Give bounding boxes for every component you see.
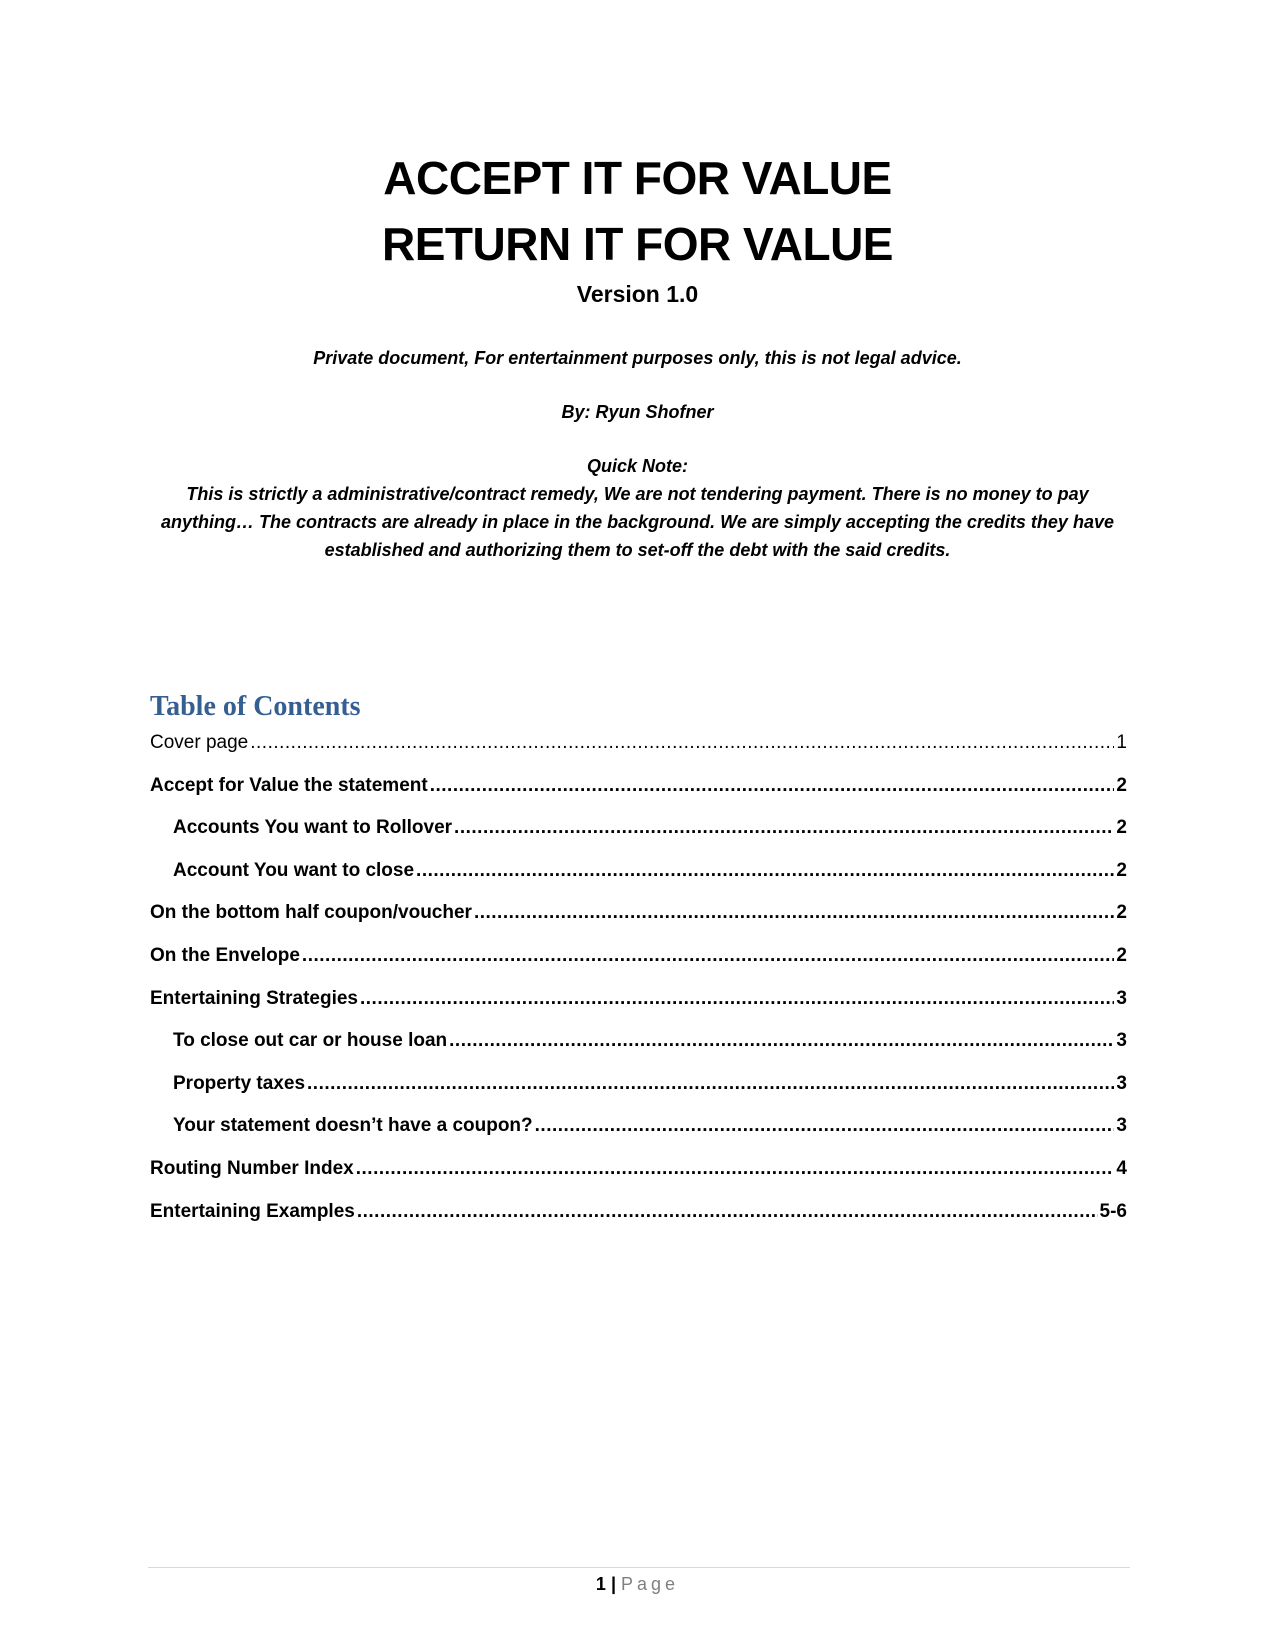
- toc-entry-label: Account You want to close: [173, 859, 415, 881]
- toc-entry-cover-page[interactable]: [150, 730, 1127, 773]
- toc-entry-accounts-rollover[interactable]: [150, 815, 1127, 858]
- toc-dot-leader: [416, 858, 1114, 884]
- toc-entry-page: 3: [1116, 1115, 1127, 1137]
- toc-entry-label: Property taxes: [173, 1072, 306, 1094]
- toc-entry-label: Your statement doesn’t have a coupon?: [173, 1115, 533, 1137]
- toc-entry-page: 2: [1116, 817, 1127, 839]
- toc-entry-page: 3: [1116, 1030, 1127, 1052]
- toc-dot-leader: [307, 1071, 1114, 1097]
- toc-entry-entertaining-strategies[interactable]: [150, 986, 1127, 1029]
- toc-entry-bottom-half-coupon[interactable]: [150, 900, 1127, 943]
- disclaimer: Private document, For entertainment purposes only, this is not legal advice.: [313, 348, 962, 368]
- table-of-contents: [150, 730, 1127, 1241]
- quick-note-heading: Quick Note:: [586, 456, 688, 476]
- toc-entry-page: 1: [1116, 732, 1127, 753]
- toc-dot-leader: [357, 1199, 1098, 1225]
- toc-entry-page: 2: [1116, 944, 1127, 966]
- toc-entry-account-close[interactable]: [150, 858, 1127, 901]
- toc-dot-leader: [302, 943, 1115, 969]
- toc-dot-leader: [250, 730, 1114, 756]
- footer-separator: |: [610, 1574, 616, 1594]
- document-version: Version 1.0: [576, 281, 699, 307]
- toc-entry-label: Entertaining Strategies: [150, 987, 358, 1009]
- document-title-line-1: ACCEPT IT FOR VALUE: [383, 152, 892, 204]
- quick-note-body: This is strictly a administrative/contract remedy, We are not tendering payment. There is no money to pay anything… The contracts are already in place in the background. We are simply accepting the credits they have established and authorizing them to set-off the debt with the said credits.: [161, 484, 1114, 560]
- toc-entry-label: Accounts You want to Rollover: [173, 817, 453, 839]
- toc-dot-leader: [454, 815, 1114, 841]
- toc-dot-leader: [449, 1028, 1114, 1054]
- toc-entry-label: On the Envelope: [150, 944, 300, 966]
- toc-dot-leader: [356, 1156, 1115, 1182]
- toc-dot-leader: [360, 986, 1114, 1012]
- footer-page-number: 1: [595, 1574, 606, 1594]
- toc-entry-envelope[interactable]: [150, 943, 1127, 986]
- toc-entry-page: 5-6: [1099, 1200, 1127, 1222]
- toc-entry-label: To close out car or house loan: [173, 1030, 448, 1052]
- title-block: [0, 145, 1275, 309]
- toc-entry-page: 3: [1116, 1072, 1127, 1094]
- toc-heading: Table of Contents: [150, 691, 361, 722]
- toc-entry-label: Entertaining Examples: [150, 1200, 355, 1222]
- toc-entry-label: Routing Number Index: [150, 1157, 354, 1179]
- quick-note: [0, 452, 1275, 564]
- toc-entry-page: 2: [1116, 859, 1127, 881]
- document-title-line-2: RETURN IT FOR VALUE: [382, 218, 893, 270]
- toc-entry-page: 2: [1116, 902, 1127, 924]
- toc-entry-no-coupon[interactable]: [150, 1113, 1127, 1156]
- toc-entry-label: Cover page: [150, 732, 249, 753]
- footer-divider: [148, 1567, 1130, 1568]
- toc-entry-accept-for-value[interactable]: [150, 773, 1127, 816]
- toc-dot-leader: [474, 900, 1114, 926]
- toc-entry-entertaining-examples[interactable]: [150, 1199, 1127, 1242]
- toc-dot-leader: [430, 773, 1115, 799]
- toc-dot-leader: [535, 1113, 1115, 1139]
- toc-entry-page: 4: [1116, 1157, 1127, 1179]
- toc-entry-routing-number-index[interactable]: [150, 1156, 1127, 1199]
- toc-entry-label: Accept for Value the statement: [150, 774, 428, 796]
- author-line: By: Ryun Shofner: [561, 402, 714, 422]
- toc-entry-property-taxes[interactable]: [150, 1071, 1127, 1114]
- toc-entry-page: 3: [1116, 987, 1127, 1009]
- toc-entry-label: On the bottom half coupon/voucher: [150, 902, 472, 924]
- toc-entry-page: 2: [1116, 774, 1127, 796]
- toc-entry-close-car-house-loan[interactable]: [150, 1028, 1127, 1071]
- footer-page-word: Page: [621, 1574, 680, 1594]
- page-footer: [0, 1572, 1275, 1596]
